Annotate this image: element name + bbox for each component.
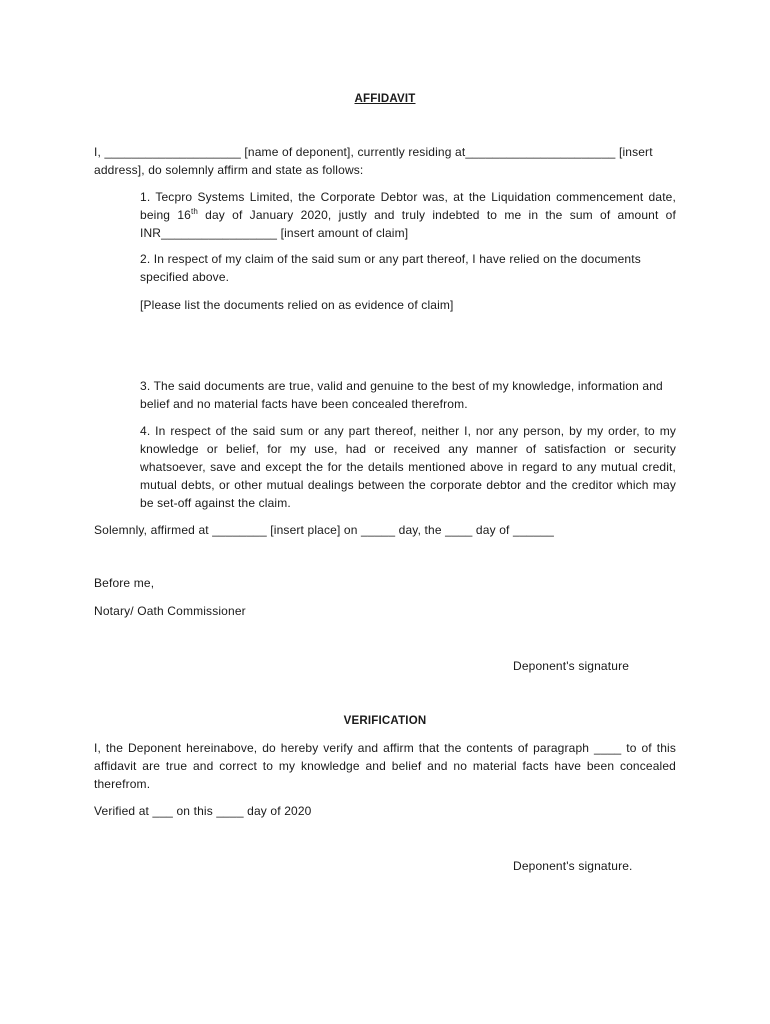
verification-deponent-signature: Deponent's signature. — [513, 859, 633, 873]
before-me-line: Before me, — [94, 576, 155, 590]
paragraph-1-text-start: 1. Tecpro Systems Limited, the Corporate Debtor was, at the Liquidation commencement date, being 16 — [140, 190, 676, 222]
verified-at-line: Verified at ___ on this ____ day of 2020 — [94, 804, 312, 818]
paragraph-1-superscript: th — [190, 207, 198, 216]
verification-title — [0, 712, 770, 730]
affidavit-paragraph-3: 3. The said documents are true, valid and genuine to the best of my knowledge, information and belief and no material facts have been concealed therefrom. — [140, 379, 663, 411]
affidavit-documents-list-placeholder: [Please list the documents relied on as evidence of claim] — [140, 298, 454, 312]
notary-line: Notary/ Oath Commissioner — [94, 604, 246, 618]
verification-text: I, the Deponent hereinabove, do hereby verify and affirm that the contents of paragraph ____ to of this affidavit are true and correct to my knowledge and belief and no material facts have been concealed therefrom. — [94, 741, 676, 791]
paragraph-1-text-end: day of January 2020, justly and truly indebted to me in the sum of amount of INR_________________ [insert amount of claim] — [140, 208, 676, 240]
affidavit-title — [0, 90, 770, 108]
affidavit-intro: I, ____________________ [name of deponent], currently residing at______________________ [insert address], do solemnly affirm and state as follows: — [94, 145, 653, 177]
affidavit-paragraph-4: 4. In respect of the said sum or any part thereof, neither I, nor any person, by my order, to my knowledge or belief, for my use, had or received any manner of satisfaction or security whatsoever, save and except the for the details mentioned above in regard to any mutual credit, mutual debts, or other mutual dealings between the corporate debtor and the creditor which may be set-off against the claim. — [140, 424, 676, 510]
affidavit-paragraph-1 — [140, 188, 676, 242]
verification-title-text: VERIFICATION — [343, 715, 427, 727]
affidavit-paragraph-2: 2. In respect of my claim of the said sum or any part thereof, I have relied on the documents specified above. — [140, 252, 641, 284]
affidavit-deponent-signature: Deponent's signature — [513, 659, 630, 673]
affidavit-title-text: AFFIDAVIT — [354, 93, 416, 105]
solemnly-affirmed-line: Solemnly, affirmed at ________ [insert place] on _____ day, the ____ day of ______ — [94, 523, 554, 537]
